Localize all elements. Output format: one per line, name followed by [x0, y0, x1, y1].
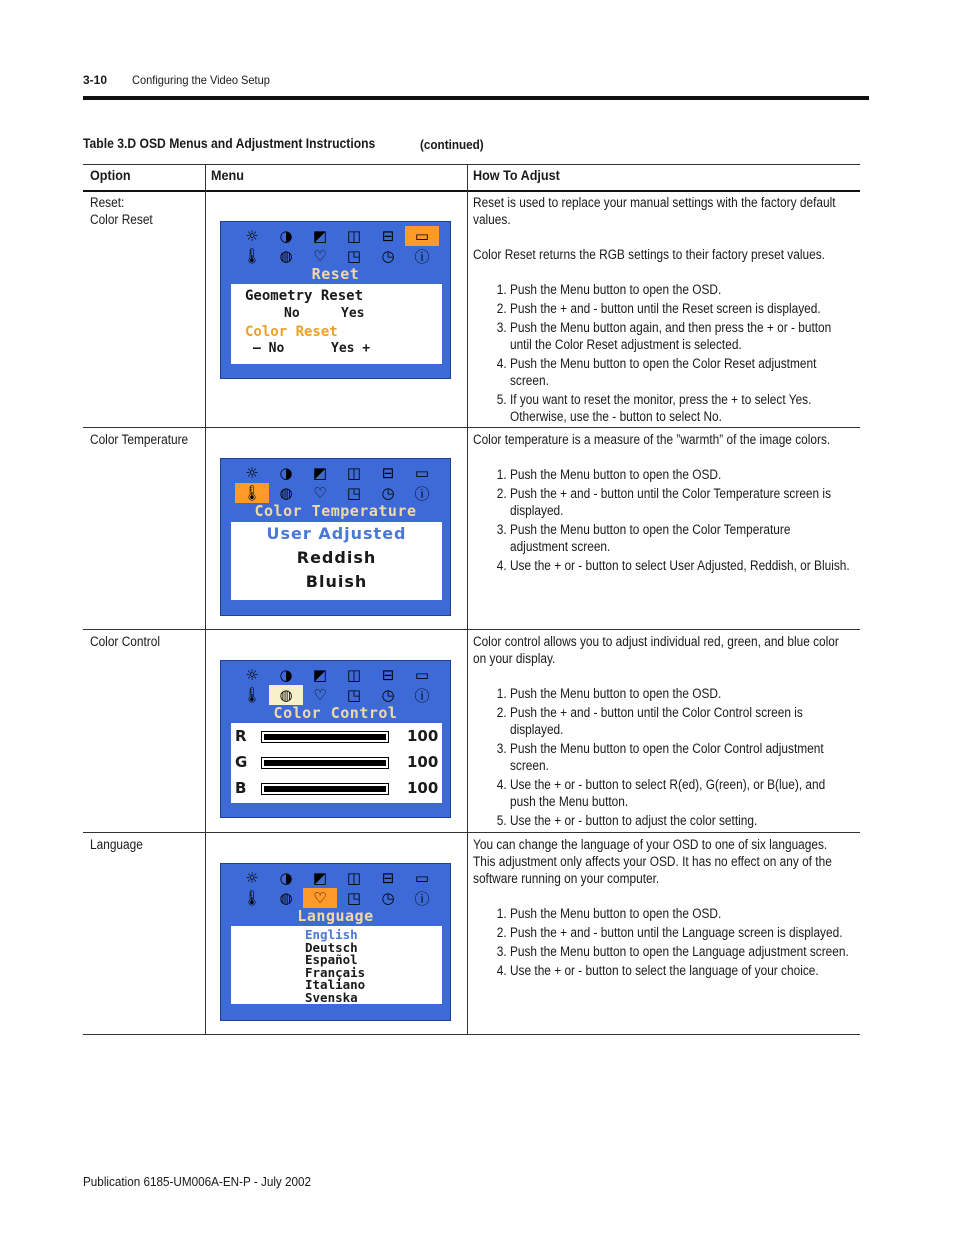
header-rule: [83, 96, 869, 100]
language-option-svenska: Svenska: [305, 989, 358, 1005]
osd-title: Reset: [311, 265, 360, 283]
geometry-icon: ⊟: [381, 869, 395, 887]
column-header-menu: Menu: [211, 167, 244, 183]
osd-timer-icon: ◷: [381, 686, 395, 704]
step-item: 4. Use the + or - button to select R(ed), G(reen), or B(lue), and push the Menu button.: [510, 776, 851, 810]
step-item: 3. Push the Menu button to open the Color Control adjustment screen.: [510, 740, 851, 774]
osd-icon-row: [235, 226, 439, 246]
osd-panel: [231, 723, 442, 803]
table-top-rule: [83, 164, 860, 165]
green-label: G: [235, 753, 248, 771]
geometry-icon: ⊟: [381, 666, 395, 684]
intro-text: You can change the language of your OSD to one of six languages. This adjustment only affects your OSD. It has no effect on any of the software running on your computer.: [473, 837, 832, 886]
step-item: 2. Push the + and - button until the Language screen is displayed.: [510, 924, 851, 941]
column-divider: [467, 164, 468, 1035]
size-icon: ◫: [346, 666, 362, 684]
reset-icon: ▭: [414, 869, 430, 887]
osd-icon-row: [235, 888, 439, 908]
size-icon: ◫: [346, 464, 362, 482]
step-item: 4. Push the Menu button to open the Color Reset adjustment screen.: [510, 355, 851, 389]
osd-icon-row: [235, 665, 439, 685]
steps-list: [473, 685, 851, 829]
color-temperature-icon: 🌡: [242, 247, 262, 265]
color-control-icon: ◍: [279, 484, 293, 502]
how-to-adjust-color-temperature: [473, 431, 851, 576]
step-item: 3. Push the Menu button again, and then press the + or - button until the Color Reset adjustment is selected.: [510, 319, 851, 353]
info-icon: ⓘ: [414, 686, 430, 705]
language-icon: ♡: [303, 888, 337, 908]
option-cell: [90, 836, 143, 853]
how-to-adjust-reset: [473, 194, 851, 427]
red-value: 100: [407, 727, 439, 745]
how-to-adjust-color-control: [473, 633, 851, 831]
osd-icon-row: [235, 246, 439, 266]
user-adjusted-option: User Adjusted: [266, 524, 407, 543]
color-reset-yes-option: Yes +: [331, 341, 371, 356]
step-item: 5. If you want to reset the monitor, press the + to select Yes. Otherwise, use the - button to select No.: [510, 391, 851, 425]
geometry-no-option: No: [284, 306, 300, 321]
option-label: Color Control: [90, 634, 160, 649]
publication-footer: Publication 6185-UM006A-EN-P - July 2002: [83, 1174, 312, 1189]
osd-icon-row: [235, 463, 439, 483]
osd-title: Color Control: [273, 704, 398, 722]
green-value: 100: [407, 753, 439, 771]
contrast-icon: ◑: [279, 869, 293, 887]
step-item: 1. Push the Menu button to open the OSD.: [510, 281, 851, 298]
size-icon: ◫: [346, 869, 362, 887]
color-reset-no-option: – No: [253, 341, 285, 356]
info-icon: ⓘ: [414, 484, 430, 503]
page-number: 3-10: [83, 73, 108, 87]
color-temperature-icon: 🌡: [242, 889, 262, 907]
reset-icon: ▭: [414, 666, 430, 684]
geometry-reset-label: Geometry Reset: [245, 288, 364, 304]
osd-icon-row: [235, 483, 439, 503]
step-item: 2. Push the + and - button until the Color Control screen is displayed.: [510, 704, 851, 738]
intro-text: Color control allows you to adjust individual red, green, and blue color on your display.: [473, 634, 839, 666]
level-fill: [264, 786, 386, 792]
osd-position-icon: ◳: [346, 247, 362, 265]
section-title: Configuring the Video Setup: [132, 73, 270, 87]
step-item: 2. Push the + and - button until the Reset screen is displayed.: [510, 300, 851, 317]
option-cell: [90, 194, 153, 228]
info-icon: ⓘ: [414, 889, 430, 908]
language-icon: ♡: [313, 686, 327, 704]
option-cell: [90, 431, 188, 448]
language-icon: ♡: [313, 484, 327, 502]
level-fill: [264, 734, 386, 740]
osd-reset-screen: [220, 221, 451, 379]
table-bottom-rule: [83, 1034, 860, 1035]
row-divider: [83, 832, 860, 833]
color-control-icon: ◍: [269, 685, 303, 705]
intro-text: Reset is used to replace your manual settings with the factory default values.: [473, 195, 836, 227]
osd-color-control-screen: [220, 660, 451, 818]
column-divider: [205, 164, 206, 1035]
table-continued: (continued): [420, 137, 484, 152]
green-level-bar[interactable]: [261, 757, 389, 769]
language-option-espanol: Español: [305, 952, 358, 968]
osd-position-icon: ◳: [346, 686, 362, 704]
osd-timer-icon: ◷: [381, 484, 395, 502]
osd-panel: [231, 522, 442, 600]
blue-value: 100: [407, 779, 439, 797]
color-temperature-icon: 🌡: [242, 686, 262, 704]
step-item: 1. Push the Menu button to open the OSD.: [510, 905, 851, 922]
row-divider: [83, 629, 860, 630]
language-option-english: English: [305, 927, 358, 942]
language-option-francais: Français: [305, 964, 366, 980]
steps-list: [473, 466, 851, 574]
osd-position-icon: ◳: [346, 484, 362, 502]
option-label: Language: [90, 837, 143, 852]
brightness-icon: ☼: [245, 666, 259, 684]
row-divider: [83, 427, 860, 428]
position-icon: ◩: [312, 464, 328, 482]
size-icon: ◫: [346, 227, 362, 245]
brightness-icon: ☼: [245, 227, 259, 245]
osd-icon-row: [235, 868, 439, 888]
step-item: 1. Push the Menu button to open the OSD.: [510, 685, 851, 702]
position-icon: ◩: [312, 227, 328, 245]
geometry-icon: ⊟: [381, 227, 395, 245]
step-item: 4. Use the + or - button to select User Adjusted, Reddish, or Bluish.: [510, 557, 851, 574]
bluish-option: Bluish: [305, 572, 368, 591]
osd-panel: [231, 284, 442, 364]
option-cell: [90, 633, 160, 650]
osd-language-screen: [220, 863, 451, 1021]
geometry-yes-option: Yes: [341, 306, 365, 321]
table-title: Table 3.D OSD Menus and Adjustment Instructions: [83, 136, 376, 151]
position-icon: ◩: [312, 666, 328, 684]
geometry-icon: ⊟: [381, 464, 395, 482]
position-icon: ◩: [312, 869, 328, 887]
option-label: Reset:: [90, 195, 125, 210]
blue-label: B: [235, 779, 247, 797]
blue-level-bar[interactable]: [261, 783, 389, 795]
level-fill: [264, 760, 386, 766]
step-item: 2. Push the + and - button until the Color Temperature screen is displayed.: [510, 485, 851, 519]
option-label: Color Temperature: [90, 432, 189, 447]
contrast-icon: ◑: [279, 227, 293, 245]
step-item: 1. Push the Menu button to open the OSD.: [510, 466, 851, 483]
intro-text: Color Reset returns the RGB settings to their factory preset values.: [473, 247, 825, 262]
reddish-option: Reddish: [296, 548, 377, 567]
contrast-icon: ◑: [279, 464, 293, 482]
step-item: 5. Use the + or - button to adjust the color setting.: [510, 812, 851, 829]
osd-timer-icon: ◷: [381, 247, 395, 265]
brightness-icon: ☼: [245, 869, 259, 887]
osd-timer-icon: ◷: [381, 889, 395, 907]
intro-text: Color temperature is a measure of the ”warmth” of the image colors.: [473, 432, 831, 447]
osd-title: Color Temperature: [254, 502, 417, 520]
red-label: R: [235, 727, 247, 745]
color-reset-label: Color Reset: [245, 324, 338, 340]
color-control-icon: ◍: [279, 889, 293, 907]
osd-panel: [231, 926, 442, 1004]
step-item: 3. Push the Menu button to open the Language adjustment screen.: [510, 943, 851, 960]
language-icon: ♡: [313, 247, 327, 265]
brightness-icon: ☼: [245, 464, 259, 482]
steps-list: [473, 281, 851, 425]
step-item: 4. Use the + or - button to select the language of your choice.: [510, 962, 851, 979]
osd-icon-row: [235, 685, 439, 705]
table-header-rule: [83, 190, 860, 192]
reset-icon: ▭: [414, 464, 430, 482]
column-header-option: Option: [90, 167, 131, 183]
how-to-adjust-language: [473, 836, 851, 981]
red-level-bar[interactable]: [261, 731, 389, 743]
language-option-deutsch: Deutsch: [305, 939, 358, 955]
contrast-icon: ◑: [279, 666, 293, 684]
language-option-italiano: Italiano: [305, 977, 366, 993]
steps-list: [473, 905, 851, 979]
step-item: 3. Push the Menu button to open the Color Temperature adjustment screen.: [510, 521, 851, 555]
osd-color-temperature-screen: [220, 458, 451, 616]
option-label: Color Reset: [90, 212, 153, 227]
reset-icon: ▭: [405, 226, 439, 246]
osd-position-icon: ◳: [346, 889, 362, 907]
osd-title: Language: [297, 907, 374, 925]
color-temperature-icon: 🌡: [235, 483, 269, 503]
color-control-icon: ◍: [279, 247, 293, 265]
info-icon: ⓘ: [414, 247, 430, 266]
column-header-how-to-adjust: How To Adjust: [473, 167, 560, 183]
